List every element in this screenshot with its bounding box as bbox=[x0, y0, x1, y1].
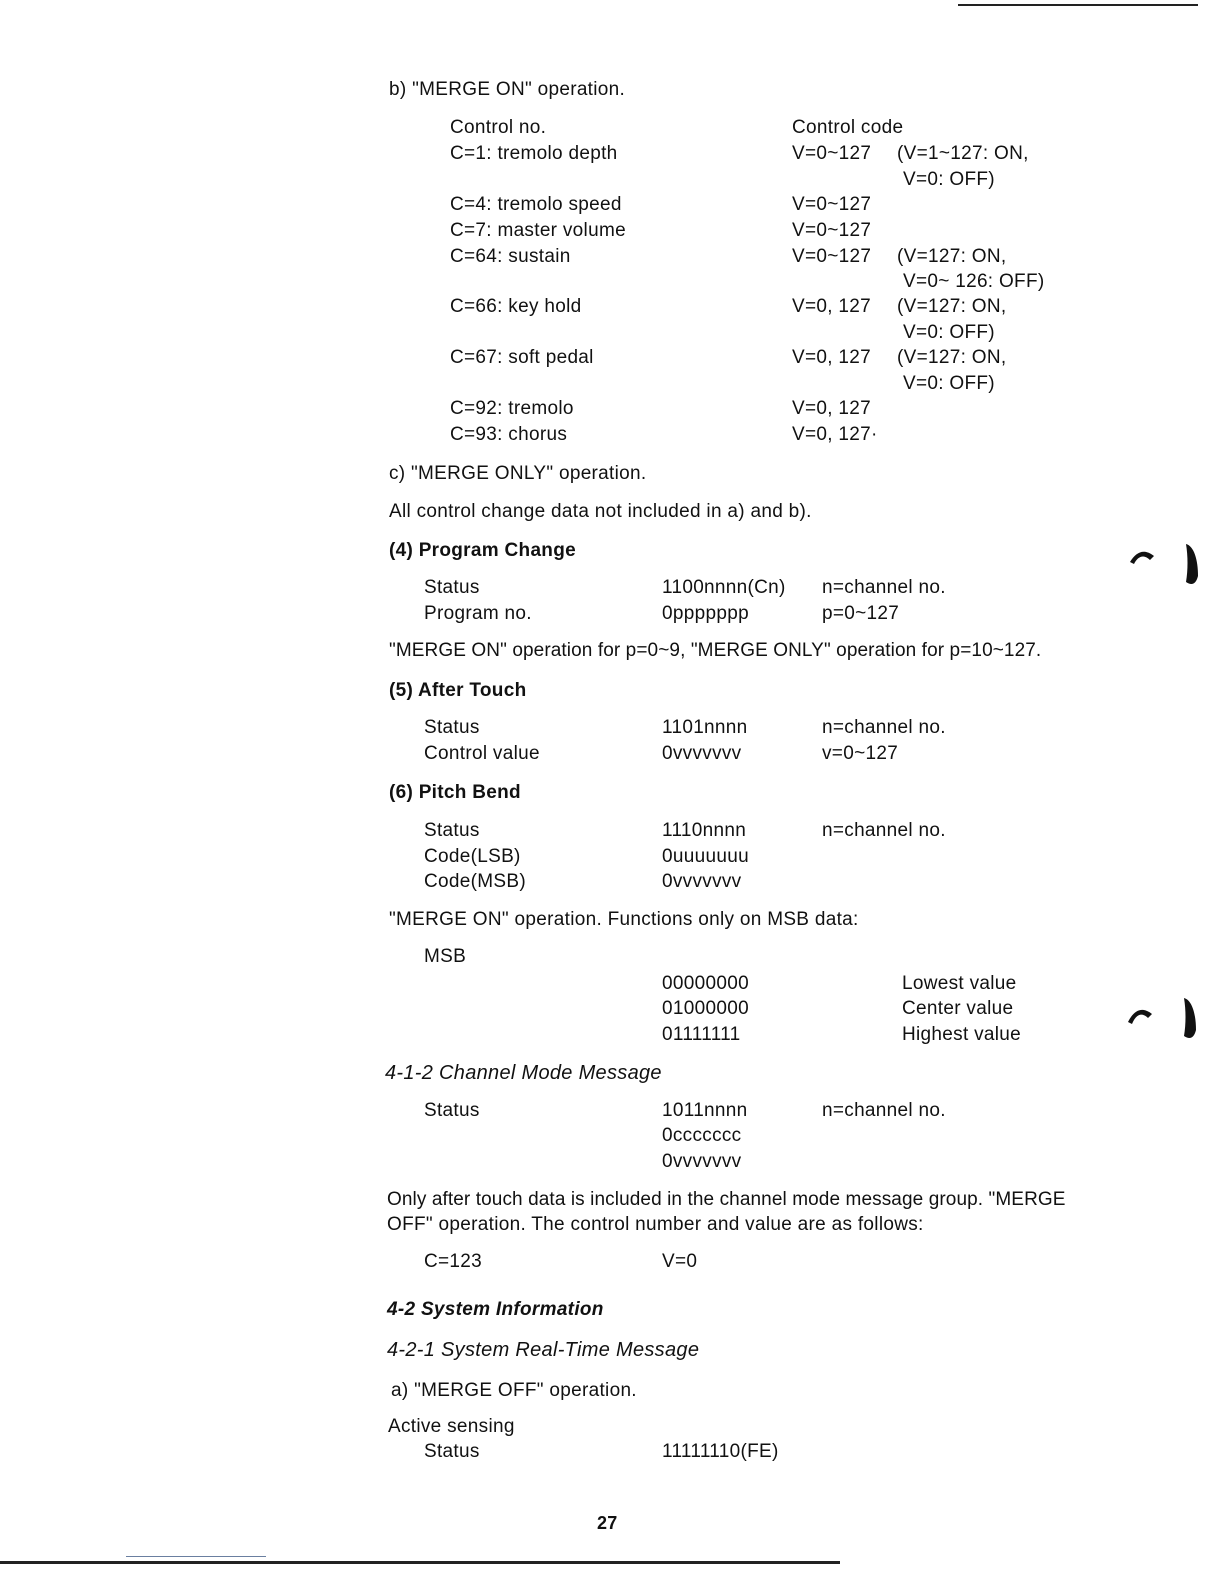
pitch-bend-note: "MERGE ON" operation. Functions only on MSB data: bbox=[389, 909, 859, 930]
program-change-heading: (4) Program Change bbox=[389, 540, 576, 561]
active-sensing-label: Active sensing bbox=[388, 1416, 515, 1437]
program-no-desc: p=0~127 bbox=[822, 603, 900, 624]
channel-mode-v-value: V=0 bbox=[662, 1251, 698, 1272]
pitch-lsb-label: Code(LSB) bbox=[424, 846, 521, 867]
channel-mode-heading: 4-1-2 Channel Mode Message bbox=[385, 1062, 662, 1084]
channel-mode-bits: 0vvvvvvv bbox=[662, 1151, 742, 1172]
msb-bits: 01000000 bbox=[662, 998, 749, 1019]
control-row-note: (V=127: ON, bbox=[897, 246, 1007, 267]
control-row-code: V=0~127 bbox=[792, 194, 872, 215]
binding-mark-icon bbox=[1126, 996, 1206, 1056]
control-row-note: (V=127: ON, bbox=[897, 347, 1007, 368]
binding-mark-icon bbox=[1126, 540, 1206, 600]
pitch-status-label: Status bbox=[424, 820, 480, 841]
channel-mode-bits: 0ccccccc bbox=[662, 1125, 742, 1146]
active-sensing-status-label: Status bbox=[424, 1441, 480, 1462]
control-row-name: C=64: sustain bbox=[450, 246, 571, 267]
program-status-label: Status bbox=[424, 577, 480, 598]
page-number: 27 bbox=[597, 1513, 618, 1533]
control-row-note: (V=1~127: ON, bbox=[897, 143, 1029, 164]
program-status-desc: n=channel no. bbox=[822, 577, 946, 598]
control-no-header: Control no. bbox=[450, 117, 547, 138]
control-row-name: C=93: chorus bbox=[450, 424, 568, 445]
pitch-msb-bits: 0vvvvvvv bbox=[662, 871, 742, 892]
pitch-lsb-bits: 0uuuuuuu bbox=[662, 846, 749, 867]
pitch-status-desc: n=channel no. bbox=[822, 820, 946, 841]
channel-mode-bits: 1011nnnn bbox=[662, 1100, 748, 1121]
top-rule bbox=[958, 4, 1198, 6]
channel-mode-status-label: Status bbox=[424, 1100, 480, 1121]
active-sensing-status-bits: 11111110(FE) bbox=[662, 1441, 779, 1462]
control-row-code: V=0~127 bbox=[792, 220, 872, 241]
control-row-name: C=1: tremolo depth bbox=[450, 143, 618, 164]
pitch-status-bits: 1110nnnn bbox=[662, 820, 747, 841]
merge-off-heading: a) "MERGE OFF" operation. bbox=[391, 1380, 637, 1401]
pitch-msb-label: Code(MSB) bbox=[424, 871, 526, 892]
merge-only-text: All control change data not included in a) and b). bbox=[389, 501, 812, 522]
control-row-name: C=67: soft pedal bbox=[450, 347, 594, 368]
control-code-header: Control code bbox=[792, 117, 904, 138]
program-no-label: Program no. bbox=[424, 603, 532, 624]
after-touch-value-desc: v=0~127 bbox=[822, 743, 899, 764]
channel-mode-status-desc: n=channel no. bbox=[822, 1100, 946, 1121]
channel-mode-c-value: C=123 bbox=[424, 1251, 483, 1272]
pitch-bend-heading: (6) Pitch Bend bbox=[389, 782, 521, 803]
merge-on-heading: b) "MERGE ON" operation. bbox=[389, 79, 626, 100]
bottom-rule bbox=[0, 1561, 840, 1564]
channel-mode-paragraph-line2: OFF" operation. The control number and value are as follows: bbox=[387, 1214, 924, 1235]
control-row-code: V=0, 127 bbox=[792, 296, 871, 317]
after-touch-heading: (5) After Touch bbox=[389, 680, 527, 701]
program-no-bits: 0ppppppp bbox=[662, 603, 749, 624]
program-status-bits: 1100nnnn(Cn) bbox=[662, 577, 786, 598]
system-realtime-heading: 4-2-1 System Real-Time Message bbox=[387, 1339, 700, 1361]
after-touch-status-label: Status bbox=[424, 717, 480, 738]
control-row-code: V=0~127 bbox=[792, 246, 872, 267]
msb-bits: 00000000 bbox=[662, 973, 749, 994]
control-row-code: V=0~127 bbox=[792, 143, 872, 164]
after-touch-status-bits: 1101nnnn bbox=[662, 717, 748, 738]
control-row-code: V=0, 127 bbox=[792, 398, 871, 419]
msb-desc: Center value bbox=[902, 998, 1014, 1019]
control-row-note2: V=0: OFF) bbox=[903, 373, 995, 394]
system-info-heading: 4-2 System Information bbox=[387, 1299, 604, 1320]
merge-only-heading: c) "MERGE ONLY" operation. bbox=[389, 463, 647, 484]
control-row-name: C=4: tremolo speed bbox=[450, 194, 622, 215]
control-row-note2: V=0~ 126: OFF) bbox=[903, 271, 1045, 292]
control-row-note2: V=0: OFF) bbox=[903, 322, 995, 343]
after-touch-value-label: Control value bbox=[424, 743, 540, 764]
control-row-code: V=0, 127· bbox=[792, 424, 878, 445]
program-change-note: "MERGE ON" operation for p=0~9, "MERGE ONLY" operation for p=10~127. bbox=[389, 640, 1042, 661]
control-row-name: C=66: key hold bbox=[450, 296, 582, 317]
channel-mode-paragraph-line1: Only after touch data is included in the channel mode message group. "MERGE bbox=[387, 1189, 1066, 1210]
msb-label: MSB bbox=[424, 946, 467, 967]
msb-desc: Highest value bbox=[902, 1024, 1022, 1045]
control-row-code: V=0, 127 bbox=[792, 347, 871, 368]
bottom-rule-thin bbox=[126, 1556, 266, 1557]
msb-desc: Lowest value bbox=[902, 973, 1017, 994]
msb-bits: 01111111 bbox=[662, 1024, 741, 1045]
after-touch-value-bits: 0vvvvvvv bbox=[662, 743, 742, 764]
control-row-note: (V=127: ON, bbox=[897, 296, 1007, 317]
control-row-name: C=7: master volume bbox=[450, 220, 626, 241]
control-row-note2: V=0: OFF) bbox=[903, 169, 995, 190]
control-row-name: C=92: tremolo bbox=[450, 398, 574, 419]
after-touch-status-desc: n=channel no. bbox=[822, 717, 946, 738]
